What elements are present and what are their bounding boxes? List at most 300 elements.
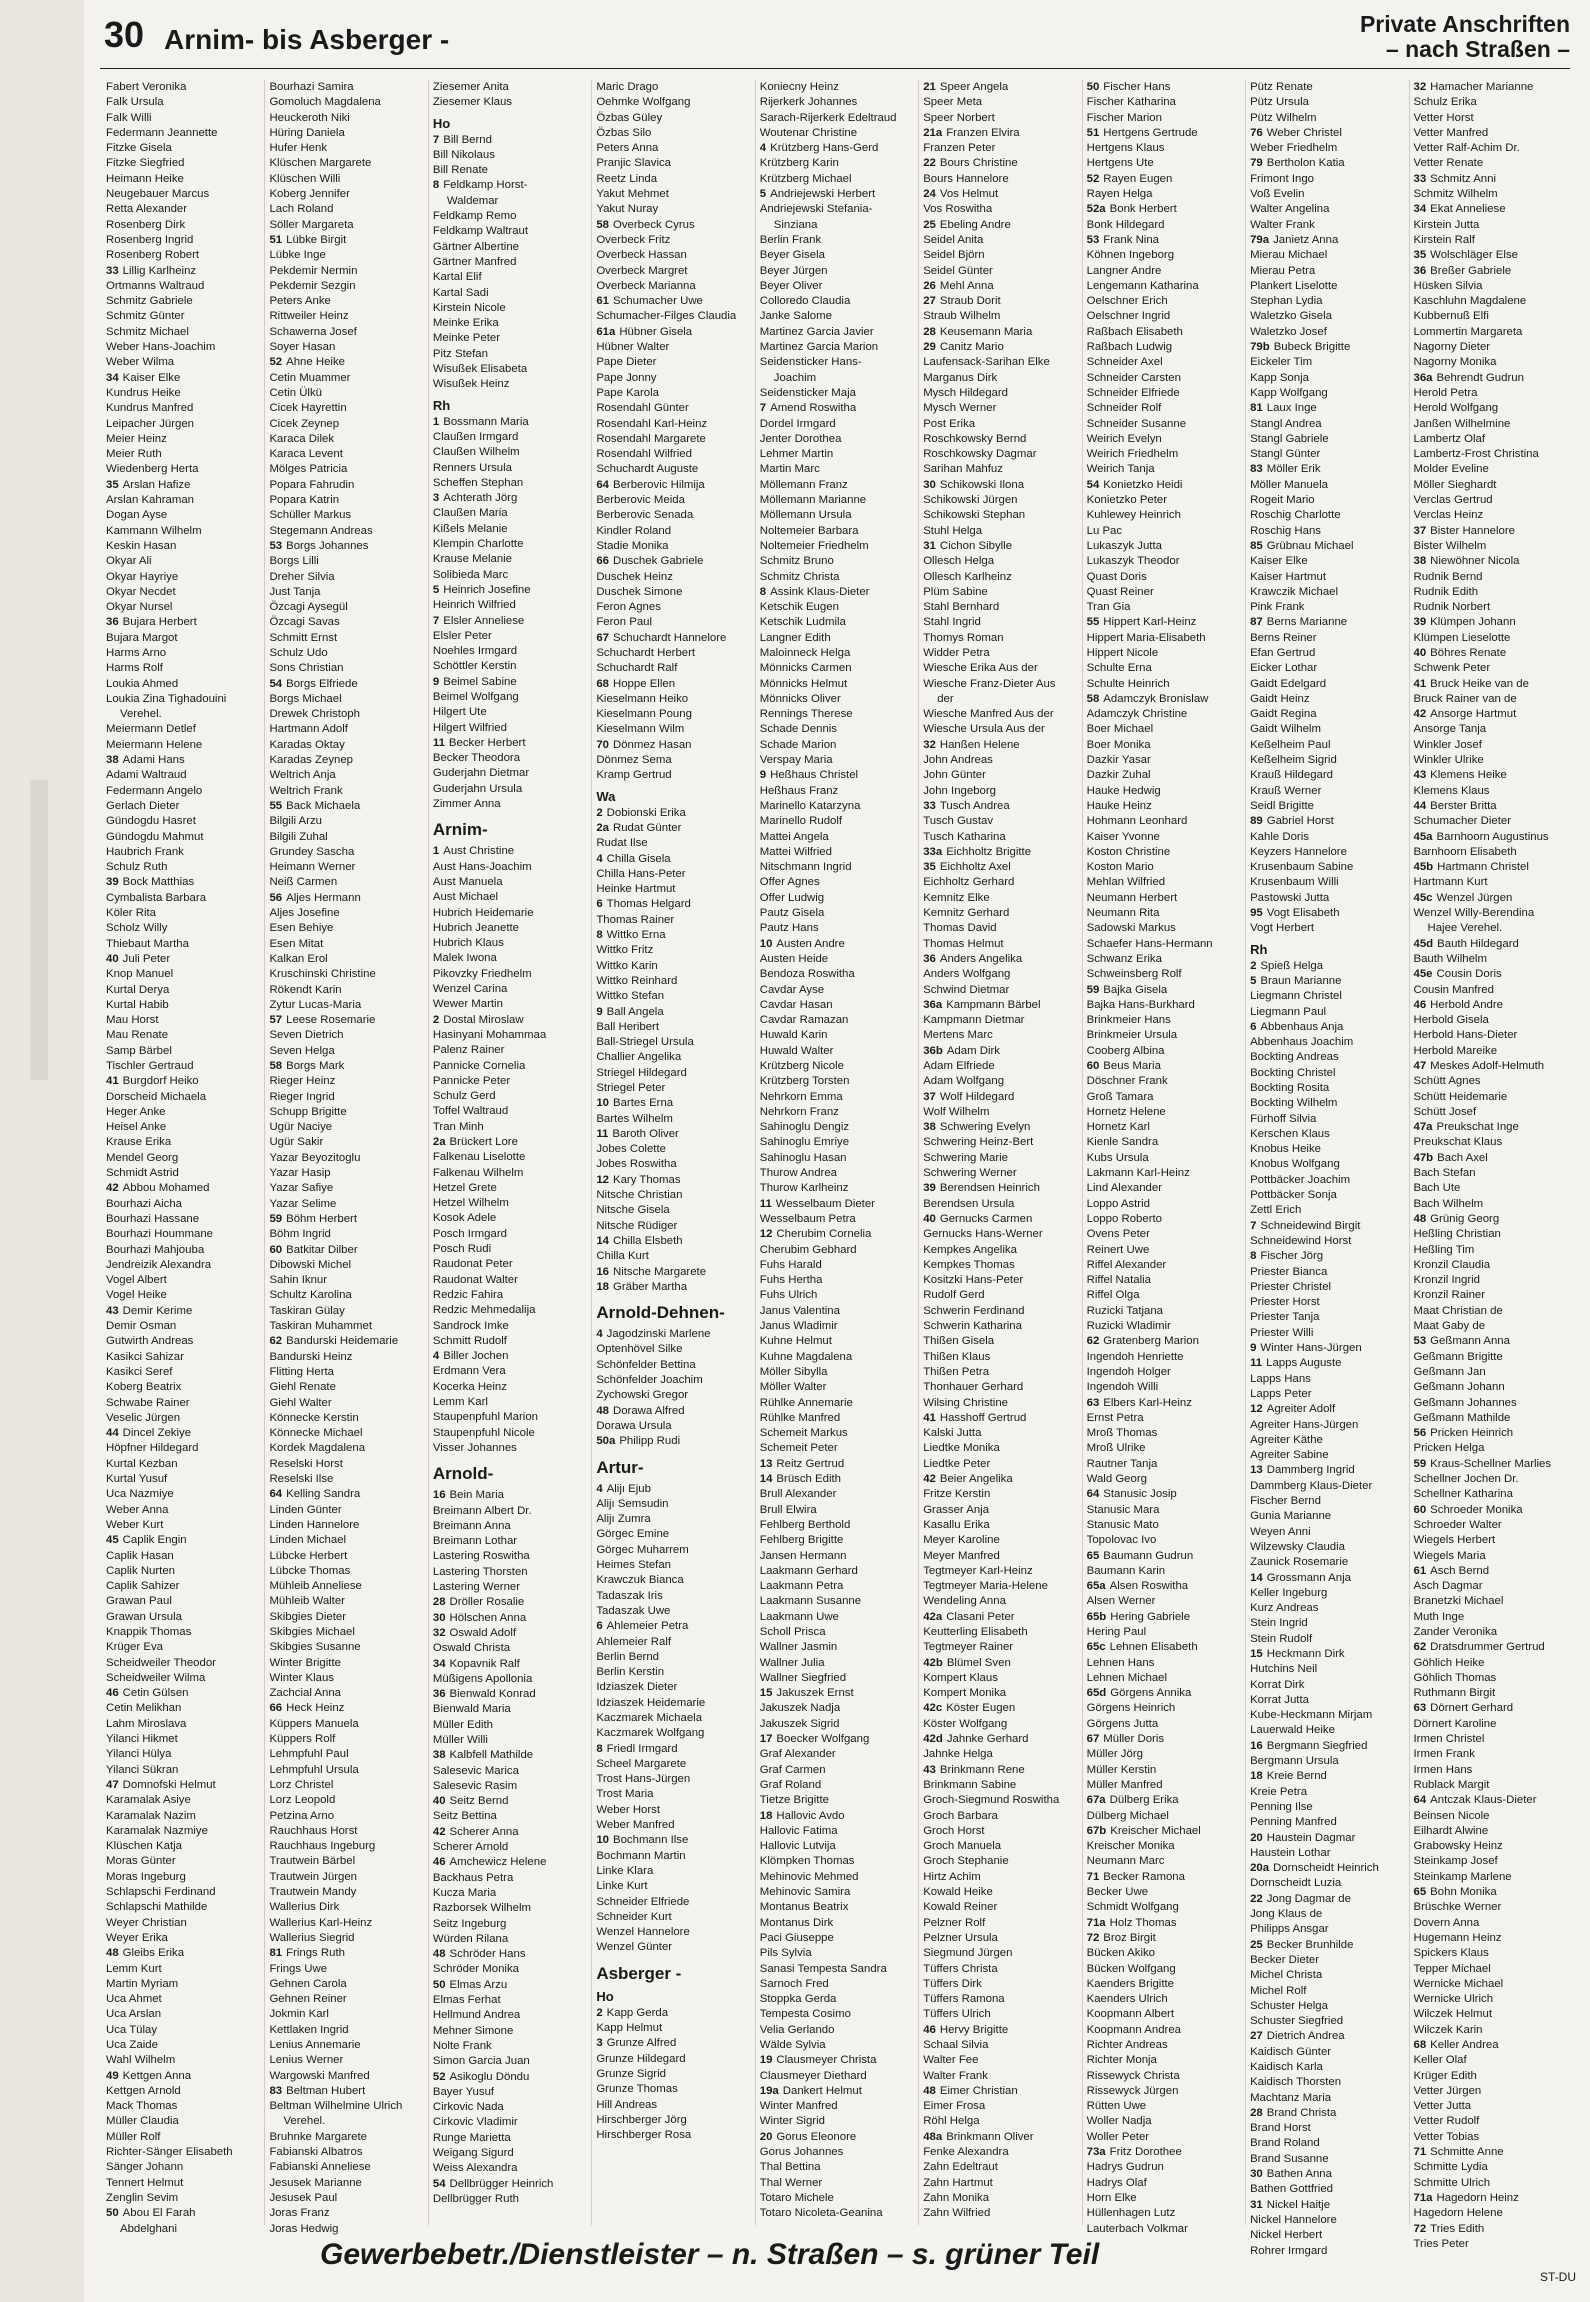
directory-entry [1250, 615, 1405, 630]
resident-name: Erdmann Vera [432, 1365, 506, 1378]
directory-entry [106, 1472, 261, 1487]
resident-name: Bonk Herbert [1109, 203, 1177, 216]
resident-name: Reselski Ilse [269, 1473, 334, 1486]
directory-entry [596, 913, 751, 928]
directory-entry [923, 707, 1078, 722]
resident-name: Heck Heinz [286, 1702, 345, 1715]
directory-entry [923, 1135, 1078, 1150]
resident-name: Özbas Güley [596, 111, 663, 124]
resident-name: Kurtal Kezban [106, 1457, 178, 1470]
directory-entry [1414, 1227, 1569, 1242]
resident-name: Lenius Werner [269, 2054, 344, 2067]
directory-entry [596, 1249, 751, 1264]
directory-entry [1250, 891, 1405, 906]
resident-name: Böhres Renate [1430, 646, 1507, 659]
directory-entry [760, 1044, 915, 1059]
directory-entry [106, 784, 261, 799]
resident-name: Weyen Anni [1250, 1525, 1311, 1538]
directory-entry [269, 1319, 424, 1334]
directory-entry [106, 1273, 261, 1288]
resident-name: Wenzel Willy-Berendina [1413, 907, 1535, 920]
resident-name: Blümel Sven [946, 1656, 1011, 1669]
directory-entry [269, 386, 424, 401]
directory-entry [106, 1686, 261, 1701]
house-number: 22 [1250, 1892, 1263, 1905]
house-number: 31 [1250, 2198, 1263, 2211]
directory-entry [923, 325, 1078, 340]
directory-entry [106, 677, 261, 692]
directory-entry [1087, 325, 1242, 340]
resident-name: Krützberg Torsten [759, 1075, 850, 1088]
page-code: ST-DU [1540, 2270, 1576, 2284]
resident-name: Pekdemir Sezgin [269, 279, 356, 292]
resident-name: Optenhövel Silke [596, 1343, 683, 1356]
directory-entry [923, 1747, 1078, 1762]
directory-entry [596, 1127, 751, 1142]
house-number: 47a [1413, 1121, 1433, 1134]
directory-entry [433, 461, 588, 476]
directory-entry [596, 1864, 751, 1879]
house-number: 12 [759, 1228, 773, 1241]
directory-entry [1087, 202, 1242, 217]
directory-entry [596, 1803, 751, 1818]
directory-entry [923, 1181, 1078, 1196]
directory-entry [1250, 707, 1405, 722]
resident-name: Overbeck Marianna [596, 279, 696, 292]
resident-name: Dülberg Michael [1086, 1809, 1169, 1822]
resident-name: Dreher Silvia [269, 570, 335, 583]
house-number: 71a [1413, 2191, 1433, 2204]
directory-entry [269, 1334, 424, 1349]
resident-name: Stanusic Mato [1086, 1518, 1159, 1531]
house-number: 67 [1086, 1733, 1100, 1746]
resident-name: Bergmann Ursula [1250, 1755, 1339, 1768]
resident-name: Pannicke Peter [432, 1074, 511, 1087]
directory-entry [596, 111, 751, 126]
resident-name: Heinrich Wilfried [432, 599, 516, 612]
house-number: 8 [596, 929, 603, 942]
resident-name: Knop Manuel [106, 968, 174, 981]
directory-entry [433, 951, 588, 966]
house-number: 30 [1250, 2168, 1263, 2181]
resident-name: Müller Jörg [1086, 1748, 1143, 1761]
directory-entry [1087, 95, 1242, 110]
directory-entry [106, 111, 261, 126]
resident-name: Möller Manuela [1250, 478, 1328, 491]
directory-entry [760, 1656, 915, 1671]
directory-entry [596, 1005, 751, 1020]
resident-name: Kasallu Erika [923, 1518, 990, 1531]
directory-entry [1087, 1074, 1242, 1089]
directory-entry [433, 1932, 588, 1947]
resident-name: Amchewicz Helene [449, 1856, 547, 1869]
house-number: 10 [596, 1834, 609, 1847]
resident-name: Petzina Arno [269, 1809, 335, 1822]
resident-name: Bochmann Martin [596, 1849, 686, 1862]
directory-entry [760, 248, 915, 263]
directory-entry [106, 2176, 261, 2191]
directory-entry [106, 1151, 261, 1166]
resident-name: Heimann Heike [106, 172, 184, 185]
house-number: 50 [432, 1978, 446, 1991]
resident-name: Schmitte Anne [1430, 2146, 1504, 2159]
directory-entry [269, 1854, 424, 1869]
resident-name: Fabianski Albatros [269, 2146, 363, 2159]
directory-entry [106, 264, 261, 279]
resident-name: Aust Hans-Joachim [432, 860, 532, 873]
resident-name: Kirstein Nicole [432, 301, 506, 314]
directory-entry [760, 1763, 915, 1778]
directory-entry [1087, 1686, 1242, 1701]
resident-name: Tadaszak Uwe [596, 1604, 671, 1617]
resident-name: Jong Klaus de [1250, 1908, 1323, 1921]
resident-name: Göhlich Thomas [1413, 1671, 1497, 1684]
resident-name: Koopmann Albert [1086, 2008, 1175, 2021]
directory-entry [1250, 1020, 1405, 1035]
directory-entry [596, 417, 751, 432]
directory-entry [269, 1350, 424, 1365]
resident-name: Cirkovic Nada [432, 2101, 504, 2114]
directory-entry [596, 897, 751, 912]
directory-entry [433, 1947, 588, 1962]
resident-name: Vetter Horst [1413, 111, 1474, 124]
resident-name: Gernucks Hans-Werner [923, 1228, 1043, 1241]
resident-name: Hölschen Anna [449, 1611, 527, 1624]
resident-name: Molder Eveline [1413, 463, 1489, 476]
directory-entry [269, 1441, 424, 1456]
resident-name: Meiermann Detlef [106, 723, 196, 736]
directory-entry [106, 2145, 261, 2160]
resident-name: Korrat Dirk [1250, 1678, 1305, 1691]
resident-name: Schuchardt Auguste [596, 463, 699, 476]
directory-entry [106, 294, 261, 309]
directory-entry [1087, 692, 1242, 707]
resident-name: Hugemann Heinz [1413, 1931, 1502, 1944]
directory-entry [1414, 1426, 1569, 1441]
directory-entry [596, 959, 751, 974]
directory-entry [760, 1809, 915, 1824]
directory-entry [433, 1825, 588, 1840]
resident-name: Noltemeier Barbara [759, 524, 859, 537]
house-number: 60 [1413, 1503, 1427, 1516]
house-number: 58 [269, 1060, 283, 1072]
directory-entry [1414, 722, 1569, 737]
resident-name: Scheidweiler Theodor [106, 1656, 216, 1669]
house-number: 19 [759, 2054, 773, 2067]
directory-entry [106, 1457, 261, 1472]
resident-name: Elmas Ferhat [432, 1994, 501, 2007]
resident-name: Becker Uwe [1086, 1886, 1149, 1899]
directory-entry [433, 1702, 588, 1717]
resident-name: Hervy Brigitte [939, 2023, 1009, 2036]
directory-entry [269, 1579, 424, 1594]
resident-name: Hellmund Andrea [432, 2009, 521, 2022]
resident-name: Loukia Ahmed [106, 677, 179, 690]
resident-name: Michel Rolf [1250, 1984, 1307, 1997]
directory-entry [596, 447, 751, 462]
directory-entry [923, 1854, 1078, 1869]
directory-entry [106, 998, 261, 1013]
directory-entry [923, 2053, 1078, 2068]
directory-entry [106, 80, 261, 95]
directory-entry [1087, 1671, 1242, 1686]
resident-name: Schmidt Astrid [106, 1167, 179, 1180]
resident-name: Kube-Heckmann Mirjam [1250, 1709, 1373, 1722]
directory-entry [433, 1733, 588, 1748]
directory-entry [760, 646, 915, 661]
directory-entry [269, 722, 424, 737]
directory-entry [269, 432, 424, 447]
resident-name: Hubrich Jeanette [432, 921, 519, 934]
resident-name: Hadrys Olaf [1086, 2176, 1147, 2189]
resident-name: Back Michaela [286, 799, 361, 812]
resident-name: Kieselmann Heiko [596, 692, 689, 705]
resident-name: Dovern Anna [1413, 1916, 1480, 1929]
directory-entry [1087, 2160, 1242, 2175]
resident-name: Söller Margareta [269, 218, 354, 231]
resident-name: Kammann Wilhelm [106, 524, 202, 537]
house-number: 50 [106, 2207, 119, 2220]
house-number: 81 [1250, 402, 1263, 415]
resident-name: Scheel Margarete [596, 1757, 687, 1770]
resident-name: Bill Nikolaus [432, 148, 495, 161]
resident-name: Rieger Ingrid [269, 1090, 335, 1103]
resident-name: Quast Reiner [1086, 585, 1154, 598]
directory-entry [596, 401, 751, 416]
directory-entry [1414, 937, 1569, 952]
resident-name: Thißen Klaus [923, 1350, 991, 1363]
resident-name: Kapp Sonja [1250, 371, 1309, 384]
house-number: 5 [432, 583, 440, 596]
directory-entry [269, 1105, 424, 1120]
directory-entry [106, 967, 261, 982]
directory-entry [760, 1717, 915, 1732]
resident-name: Lehnen Elisabeth [1109, 1641, 1198, 1654]
resident-name: Zenglin Sevim [106, 2191, 179, 2204]
directory-entry [923, 768, 1078, 783]
directory-entry [596, 1035, 751, 1050]
directory-entry [923, 1090, 1078, 1105]
resident-name: Kurtal Yusuf [106, 1473, 168, 1486]
directory-entry [106, 141, 261, 156]
resident-name: Kampmann Bärbel [946, 998, 1041, 1011]
directory-entry [433, 301, 588, 316]
directory-entry [269, 814, 424, 829]
directory-entry [1087, 1533, 1242, 1548]
resident-name: Jobes Roswitha [596, 1158, 677, 1171]
directory-entry [596, 1680, 751, 1695]
resident-name: Müller Edith [432, 1718, 494, 1731]
resident-name: Lauerwald Heike [1250, 1724, 1335, 1737]
resident-name: Lemm Karl [432, 1396, 488, 1409]
directory-entry [1250, 1769, 1405, 1784]
house-number: 62 [269, 1335, 283, 1348]
directory-entry [596, 768, 751, 783]
directory-entry [596, 1742, 751, 1757]
directory-entry [269, 1870, 424, 1885]
resident-name: Noltemeier Friedhelm [759, 539, 869, 552]
resident-name: Jenter Dorothea [759, 432, 842, 445]
resident-name: Wolschläger Else [1430, 249, 1518, 262]
directory-entry [106, 1992, 261, 2007]
directory-entry [433, 906, 588, 921]
directory-entry [269, 738, 424, 753]
directory-entry [269, 615, 424, 630]
directory-entry [1250, 218, 1405, 233]
directory-entry [433, 491, 588, 506]
directory-entry [1250, 462, 1405, 477]
directory-entry [1250, 539, 1405, 554]
directory-entry [1087, 1625, 1242, 1640]
directory-entry [106, 1900, 261, 1915]
resident-name: Wesselbaum Petra [759, 1212, 856, 1225]
resident-name: Gärtner Manfred [432, 255, 517, 268]
resident-name: Uca Zaide [106, 2039, 158, 2051]
house-number: 4 [759, 142, 767, 155]
resident-name: Kirstein Jutta [1413, 218, 1480, 231]
resident-name: Flitting Herta [269, 1365, 335, 1378]
directory-entry [1250, 1846, 1405, 1861]
directory-entry [1414, 202, 1569, 217]
directory-entry [1414, 1258, 1569, 1273]
resident-name: Schulte Heinrich [1086, 677, 1170, 690]
directory-entry [1250, 814, 1405, 829]
resident-name: Gorus Eleonore [776, 2130, 857, 2143]
house-number: 95 [1250, 907, 1263, 920]
directory-entry [923, 677, 1078, 692]
directory-entry [106, 1809, 261, 1824]
directory-entry [1250, 432, 1405, 447]
resident-name: Krause Melanie [432, 553, 513, 566]
directory-entry [1250, 1723, 1405, 1738]
directory-entry [1414, 799, 1569, 814]
district-heading: Ho [432, 115, 451, 131]
resident-name: Brinkmann Rene [939, 1763, 1025, 1776]
directory-entry [1250, 1968, 1405, 1983]
house-number: 38 [1413, 555, 1427, 568]
resident-name: Schwering Heinz-Bert [923, 1136, 1034, 1149]
directory-entry [269, 875, 424, 890]
directory-entry [106, 1411, 261, 1426]
resident-name: Gaidt Regina [1250, 708, 1317, 721]
directory-entry [596, 371, 751, 386]
resident-name: Tennert Helmut [106, 2176, 184, 2189]
resident-name: Hallovic Avdo [776, 1809, 845, 1822]
resident-name: Grasser Anja [923, 1503, 990, 1516]
resident-name: Kahle Doris [1250, 830, 1309, 843]
directory-entry [923, 95, 1078, 110]
resident-name: Krusenbaum Sabine [1250, 861, 1354, 874]
house-number: 11 [596, 1127, 609, 1140]
resident-name: Laakmann Susanne [759, 1595, 862, 1608]
resident-name: Heßhaus Christel [770, 769, 859, 782]
directory-entry [1414, 738, 1569, 753]
resident-name: Schöttler Kerstin [432, 660, 517, 673]
directory-entry [1250, 264, 1405, 279]
resident-name: Kieselmann Poung [596, 708, 692, 721]
directory-entry [269, 1778, 424, 1793]
house-number: 36a [923, 998, 943, 1011]
directory-entry [923, 998, 1078, 1013]
resident-name: Lastering Thorsten [432, 1565, 528, 1578]
resident-name: Möllemann Franz [759, 478, 848, 491]
resident-name: Canitz Mario [939, 341, 1004, 354]
directory-entry [1087, 1931, 1242, 1946]
resident-name: Berns Reiner [1250, 631, 1317, 644]
directory-entry [433, 2146, 588, 2161]
directory-entry [269, 447, 424, 462]
resident-name: Heger Anke [106, 1105, 166, 1118]
directory-entry [1087, 524, 1242, 539]
directory-entry [1414, 371, 1569, 386]
directory-entry [1250, 1081, 1405, 1096]
house-number: 45d [1413, 937, 1434, 950]
directory-entry [269, 906, 424, 921]
resident-name: Uca Arslan [106, 2008, 162, 2021]
resident-name: Steinkamp Josef [1413, 1855, 1498, 1868]
resident-name: Seidensticker Hans- [759, 356, 862, 369]
resident-name: Post Erika [923, 417, 976, 430]
resident-name: Groß Tamara [1086, 1090, 1154, 1103]
resident-name: Hamacher Marianne [1430, 81, 1534, 93]
resident-name: Konietzko Peter [1086, 494, 1168, 507]
directory-entry [1087, 1396, 1242, 1411]
directory-entry [923, 1717, 1078, 1732]
resident-name: Hetzel Wilhelm [432, 1197, 509, 1210]
directory-entry [433, 1426, 588, 1441]
directory-entry [1414, 447, 1569, 462]
resident-name: Krüger Edith [1413, 2069, 1477, 2082]
house-number: 37 [1413, 524, 1427, 537]
directory-entry [923, 983, 1078, 998]
resident-name: Schröder Monika [432, 1963, 519, 1976]
directory-entry [1414, 860, 1569, 875]
resident-name: Breimann Albert Dr. [432, 1504, 532, 1517]
resident-name: Arslan Hafize [122, 478, 191, 491]
resident-name: Sadowski Markus [1086, 922, 1176, 935]
directory-entry [1414, 279, 1569, 294]
directory-entry [106, 2023, 261, 2038]
resident-name: Geßmann Jan [1413, 1365, 1486, 1378]
house-number: 12 [596, 1173, 609, 1186]
directory-entry [269, 998, 424, 1013]
directory-entry [923, 172, 1078, 187]
resident-name: Mehinovic Samira [759, 1886, 851, 1899]
directory-entry [760, 875, 915, 890]
directory-entry [760, 1732, 915, 1747]
directory-entry [923, 1258, 1078, 1273]
resident-name: Becker Herbert [448, 736, 526, 749]
resident-name: Caplik Hasan [106, 1549, 174, 1562]
house-number: 85 [1250, 539, 1263, 552]
house-number: 28 [1250, 2106, 1263, 2119]
resident-name: Hubrich Klaus [432, 937, 504, 950]
house-number: 16 [432, 1489, 446, 1502]
resident-name: Kocerka Heinz [432, 1380, 507, 1393]
directory-entry [1414, 830, 1569, 845]
directory-entry [760, 2160, 915, 2175]
resident-name: Mau Horst [106, 1014, 159, 1027]
resident-name: Taskiran Gülay [269, 1304, 345, 1317]
directory-entry [106, 1793, 261, 1808]
directory-entry [433, 614, 588, 629]
directory-entry [1250, 631, 1405, 646]
directory-entry [433, 1595, 588, 1610]
directory-entry [760, 325, 915, 340]
resident-name: Hering Gabriele [1110, 1610, 1191, 1623]
resident-name: Pannicke Cornelia [432, 1059, 526, 1072]
resident-name: Kemnitz Elke [923, 891, 990, 904]
